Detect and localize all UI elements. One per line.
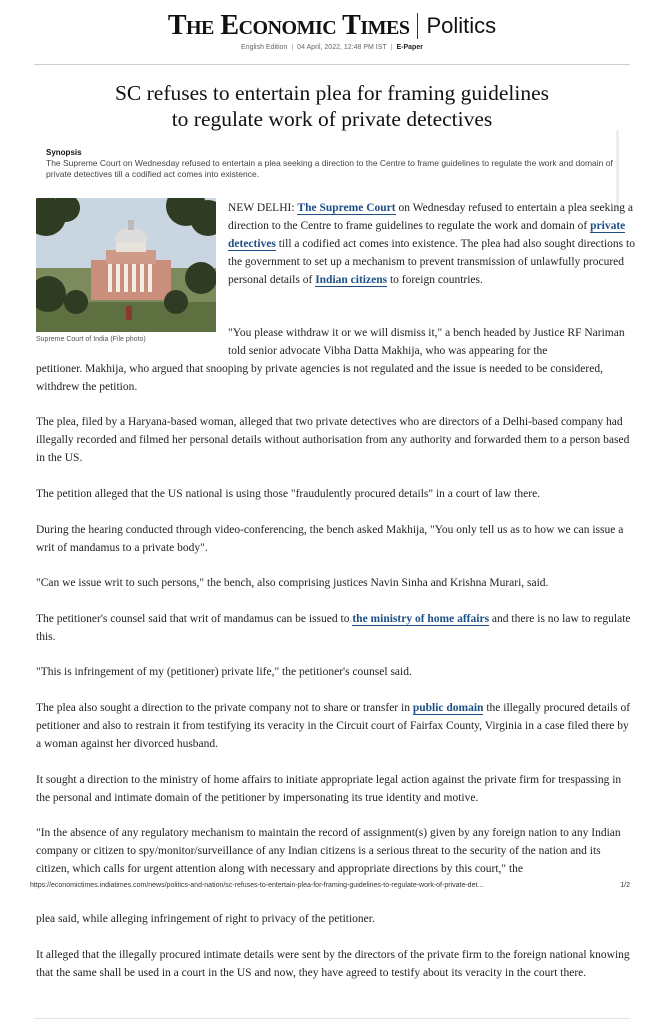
paragraph-3: The plea, filed by a Haryana-based woman, alleged that two private detectives who are directors of a Delhi-based company had illegally recorded and filmed her personal details without authorisation from any authority and forwarded them to a person based in the US.: [36, 416, 630, 464]
edition-bar: English Edition | 04 April, 2022, 12:48 PM IST | E-Paper: [241, 44, 423, 51]
link-indian-citizens[interactable]: Indian citizens: [315, 274, 388, 286]
paragraph-2-bottom: petitioner. Makhija, who argued that snooping by private agencies is not regulated and the issue is needed to be considered, withdrew the petition.: [36, 363, 603, 393]
site-logo[interactable]: The Economic Times: [167, 10, 410, 41]
synopsis-text: The Supreme Court on Wednesday refused to entertain a plea seeking a direction to the Centre to frame guidelines to regulate the work and domain of private detectives till a codified act comes into existence.: [46, 158, 613, 179]
link-ministry-home-affairs[interactable]: the ministry of home affairs: [352, 613, 490, 625]
p9-text-b: the illegally procured details of petitioner and also to restrain it from testifying its veracity in the Circuit court of Fairfax County, Virginia in a case filed there by a woman against her divorced husband.: [36, 702, 631, 750]
p1-text-a: NEW DELHI:: [228, 202, 298, 214]
paragraph-8: "This is infringement of my (petitioner) private life," the petitioner's counsel said.: [36, 666, 412, 678]
page-url[interactable]: https://economictimes.indiatimes.com/news/politics-and-nation/sc-refuses-to-entertain-plea-for-framing-guidelines-to-regulate-work-of-private-det...: [30, 882, 484, 889]
masthead: [0, 10, 664, 51]
print-footer: [30, 882, 630, 889]
datetime: 04 April, 2022, 12:48 PM IST: [297, 44, 387, 51]
paragraph-2-top: "You please withdraw it or we will dismiss it," a bench headed by Justice RF Nariman told senior advocate Vibha Datta Makhija, who was appearing for the: [228, 327, 625, 357]
p9-text-a: The plea also sought a direction to the private company not to share or transfer in: [36, 702, 413, 714]
p7-text-b: and there is no law to regulate this.: [36, 613, 631, 643]
paragraph-13: It alleged that the illegally procured intimate details were sent by the directors of the private firm to the foreign national knowing that the same shall be used in a court in the US and now, they have agreed to testify about its veracity in the court there.: [36, 949, 630, 979]
link-supreme-court[interactable]: The Supreme Court: [297, 202, 396, 214]
paragraph-12: plea said, while alleging infringement of right to privacy of the petitioner.: [36, 913, 375, 925]
paragraph-10: It sought a direction to the ministry of home affairs to initiate appropriate legal action against the private firm for trespassing in the personal and intimate domain of the petitioner by impersonating its true identity and motive.: [36, 774, 622, 804]
bottom-divider: [34, 1018, 630, 1019]
brand-row: [168, 10, 496, 42]
page-number: 1/2: [620, 882, 630, 889]
header-divider: [34, 64, 630, 65]
edition-selector[interactable]: English Edition: [241, 44, 288, 51]
article-headline: [40, 80, 624, 132]
paragraph-11: "In the absence of any regulatory mechanism to maintain the record of assignment(s) given by any foreign nation to any Indian company or citizen to spy/monitor/surveillance of any Indian citizens is a serious threat to the security of the nation and its citizen, which calls for urgent attention along with necessary and appropriate directions by this court," the: [36, 827, 621, 875]
p7-text-a: The petitioner's counsel said that writ of mandamus can be issued to: [36, 613, 353, 625]
supreme-court-image: [36, 198, 216, 332]
section-name[interactable]: Politics: [426, 13, 497, 38]
article-photo[interactable]: [36, 198, 216, 332]
paragraph-6: "Can we issue writ to such persons," the bench, also comprising justices Navin Sinha and Krishna Murari, said.: [36, 577, 549, 589]
logo-divider: [417, 13, 418, 39]
synopsis: [46, 147, 624, 180]
paragraph-1: [228, 199, 636, 289]
paragraph-4: The petition alleged that the US national is using those "fraudulently procured details" in a court of law there.: [36, 488, 541, 500]
synopsis-label: Synopsis: [46, 148, 82, 157]
link-public-domain[interactable]: public domain: [412, 702, 484, 714]
p1-text-d: to foreign countries.: [387, 274, 483, 286]
headline-line-1: SC refuses to entertain plea for framing guidelines: [114, 81, 550, 105]
photo-caption: Supreme Court of India (File photo): [36, 336, 146, 343]
epaper-link[interactable]: E-Paper: [396, 44, 423, 51]
paragraph-9: [36, 699, 634, 753]
p1-text-b: on Wednesday refused to entertain a plea seeking a direction to the Centre to frame guidelines to regulate the work and domain of: [228, 202, 634, 232]
headline-line-2: to regulate work of private detectives: [171, 107, 493, 131]
link-private-detectives[interactable]: private detectives: [228, 220, 626, 250]
paragraph-7: [36, 610, 636, 646]
paragraph-5: During the hearing conducted through video-conferencing, the bench asked Makhija, "You only tell us as to how we can issue a writ of mandamus to a private body".: [36, 524, 624, 554]
p1-text-c: till a codified act comes into existence. The plea had also sought directions to the government to set up a mechanism to prevent transmission of unlawfully procured personal details of: [228, 238, 635, 286]
